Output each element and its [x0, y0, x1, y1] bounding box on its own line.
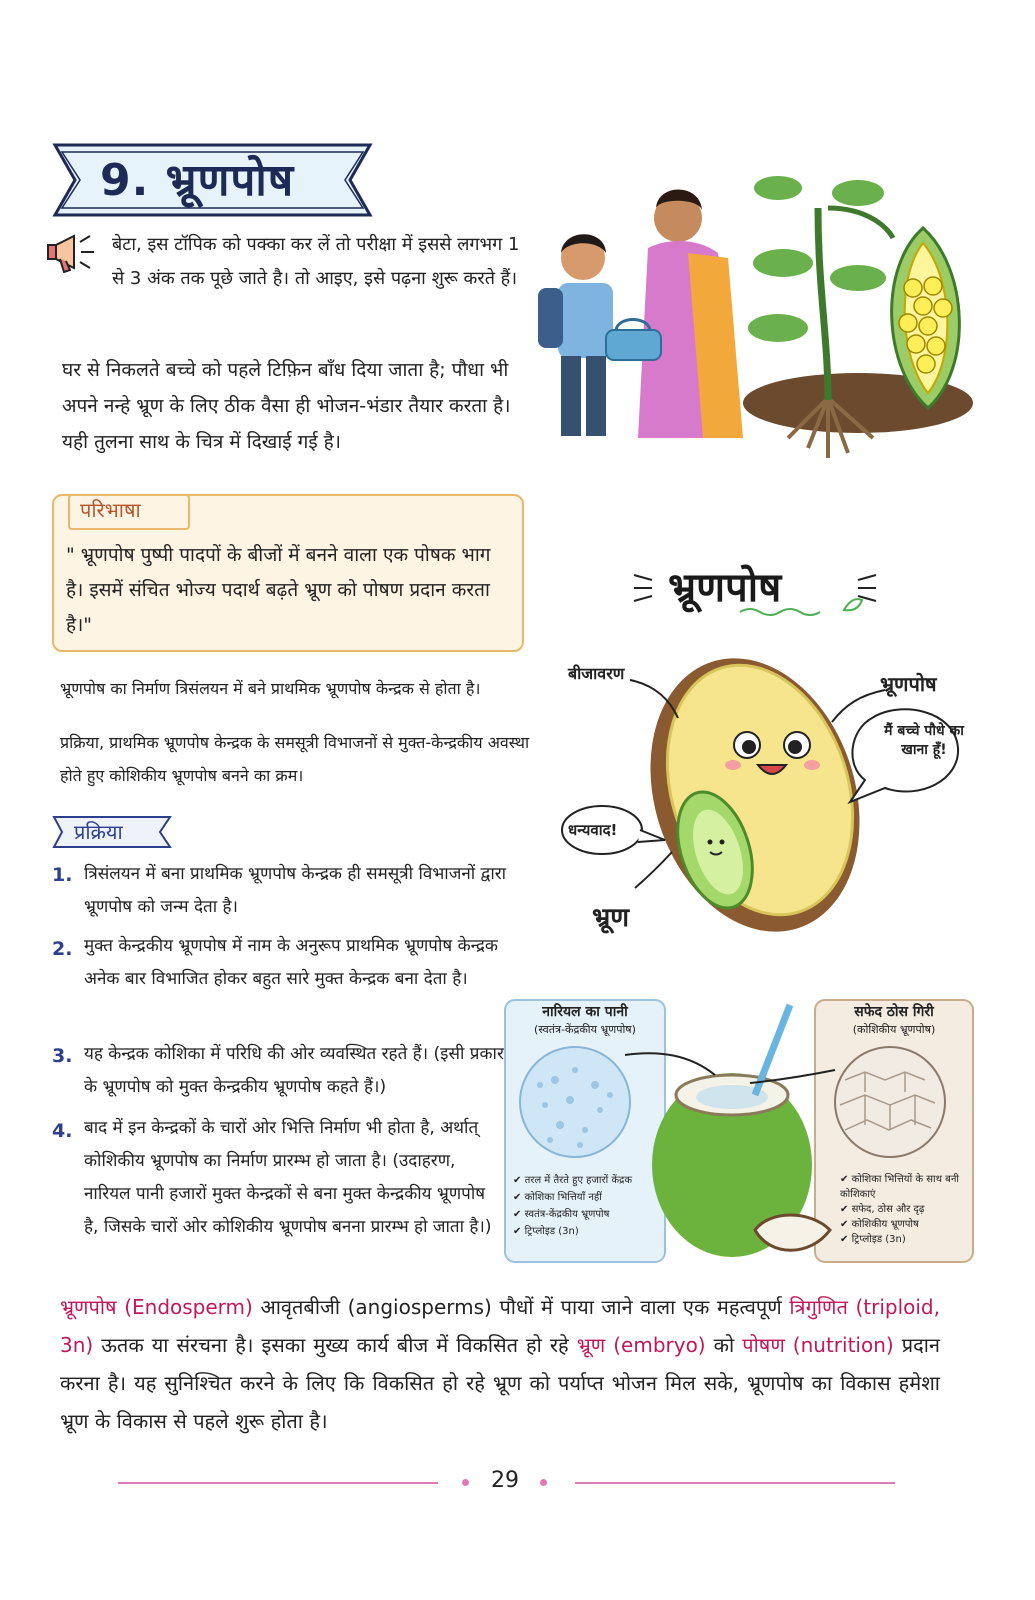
mother-child-plant-illustration — [528, 168, 976, 460]
definition-text: " भ्रूणपोष पुष्पी पादपों के बीजों में बनने वाला एक पोषक भाग है। इसमें संचित भोज्य पदार्थ बढ़ते भ्रूण को पोषण प्रदान करता है।" — [66, 544, 491, 636]
step-text: त्रिसंलयन में बना प्राथमिक भ्रूणपोष केन्द्रक ही समसूत्री विभाजनों द्वारा भ्रूणपोष को जन्म देता है। — [84, 864, 507, 917]
summary-text: को — [705, 1333, 743, 1357]
list-item: ✔ कोशिका भित्तियाँ नहीं — [513, 1192, 602, 1203]
coconut-water-title: नारियल का पानी — [542, 1004, 628, 1020]
analogy-paragraph: घर से निकलते बच्चे को पहले टिफ़िन बाँध दिया जाता है; पौधा भी अपने नन्हे भ्रूण के लिए ठीक वैसा ही भोजन-भंडार तैयार करता है। यही तुलना साथ के चित्र में दिखाई गई है। — [62, 359, 511, 453]
term-triploid: त्रिगुणित (triploid, 3n) — [60, 1295, 940, 1357]
step-number: 1. — [52, 864, 73, 886]
step-number: 2. — [52, 938, 73, 960]
step-number: 4. — [52, 1120, 73, 1142]
process-label: प्रक्रिया — [74, 820, 123, 844]
list-item: ✔ कोशिकीय भ्रूणपोष — [840, 1219, 919, 1230]
label-endosperm: भ्रूणपोष — [880, 672, 937, 696]
list-item: ✔ ट्रिप्लोइड (3n) — [840, 1234, 906, 1245]
heading-decoration — [630, 560, 880, 630]
label-embryo: भ्रूण — [592, 903, 630, 933]
kernel-title: सफेद ठोस गिरी — [854, 1004, 934, 1020]
step-number: 3. — [52, 1045, 73, 1067]
formation-line: भ्रूणपोष का निर्माण त्रिसंलयन में बने प्राथमिक भ्रूणपोष केन्द्रक से होता है। — [60, 679, 481, 698]
summary-text: प्रदान करना है। यह सुनिश्चित करने के लिए कि विकसित हो रहे भ्रूण को पर्याप्त भोजन मिल सके, भ्रूणपोष का विकास हमेशा भ्रूण के विकास से पहले शुरू होता है। — [60, 1333, 941, 1433]
kernel-points — [840, 1172, 970, 1247]
step-text: यह केन्द्रक कोशिका में परिधि की ओर व्यवस्थित रहते हैं। (इसी प्रकार के भ्रूणपोष को मुक्त केन्द्रकीय भ्रूणपोष कहते हैं।) — [84, 1044, 504, 1097]
label-seed-coat: बीजावरण — [568, 664, 625, 683]
list-item: ✔ ट्रिप्लोइड (3n) — [513, 1226, 579, 1237]
summary-text: आवृतबीजी (angiosperms) पौधों में पाया जाने वाला एक महत्वपूर्ण — [252, 1295, 790, 1319]
step-text: बाद में इन केन्द्रकों के चारों ओर भित्ति निर्माण भी होता है, अर्थात् कोशिकीय भ्रूणपोष का निर्माण प्रारम्भ हो जाता है। (उदाहरण, नारियल पानी हजारों मुक्त केन्द्रकों से बना मुक्त केन्द्रकीय भ्रूणपोष है, जिसके चारों ओर कोशिकीय भ्रूणपोष बनना प्रारम्भ हो जाता है।) — [84, 1118, 492, 1237]
definition-label: परिभाषा — [80, 498, 141, 522]
footer-line-left — [118, 1482, 438, 1484]
list-item: ✔ तरल में तैरते हुए हजारों केंद्रक — [513, 1175, 633, 1186]
embryo-speech-bubble: धन्यवाद! — [568, 821, 618, 839]
summary-text: ऊतक या संरचना है। इसका मुख्य कार्य बीज में विकसित हो रहे — [93, 1333, 577, 1357]
process-intro-line: प्रक्रिया, प्राथमिक भ्रूणपोष केन्द्रक के समसूत्री विभाजनों से मुक्त-केन्द्रकीय अवस्था होते हुए कोशिकीय भ्रूणपोष बनने का क्रम। — [60, 733, 530, 785]
coconut-water-subtitle: (स्वतंत्र-केंद्रकीय भ्रूणपोष) — [534, 1023, 636, 1036]
summary-paragraph — [60, 1288, 940, 1440]
page-number: 29 — [491, 1468, 519, 1493]
footer-dot — [540, 1479, 547, 1486]
term-endosperm: भ्रूणपोष (Endosperm) — [60, 1295, 253, 1319]
term-nutrition: पोषण (nutrition) — [742, 1333, 894, 1357]
term-embryo: भ्रूण (embryo) — [576, 1333, 706, 1357]
footer-dot — [462, 1479, 469, 1486]
endosperm-speech-bubble: मैं बच्चे पौधे का खाना हूँ! — [884, 723, 964, 758]
list-item: ✔ कोशिका भित्तियों के साथ बनी कोशिकाएं — [840, 1174, 959, 1200]
step-text: मुक्त केन्द्रकीय भ्रूणपोष में नाम के अनुरूप प्राथमिक भ्रूणपोष केन्द्रक अनेक बार विभाजित होकर बहुत सारे मुक्त केन्द्रक बना देता है। — [84, 936, 498, 989]
list-item: ✔ सफेद, ठोस और दृढ़ — [840, 1204, 925, 1215]
footer-line-right — [575, 1482, 895, 1484]
kernel-subtitle: (कोशिकीय भ्रूणपोष) — [852, 1023, 936, 1036]
coconut-water-points — [513, 1172, 663, 1240]
megaphone-icon — [46, 228, 102, 276]
list-item: ✔ स्वतंत्र-केंद्रकीय भ्रूणपोष — [513, 1209, 610, 1220]
intro-text: बेटा, इस टॉपिक को पक्का कर लें तो परीक्षा में इससे लगभग 1 से 3 अंक तक पूछे जाते है। तो आइए, इसे पढ़ना शुरू करते हैं। — [112, 234, 520, 289]
page-title: 9. भ्रूणपोष — [100, 155, 295, 206]
seed-diagram-heading: भ्रूणपोष — [668, 565, 782, 611]
